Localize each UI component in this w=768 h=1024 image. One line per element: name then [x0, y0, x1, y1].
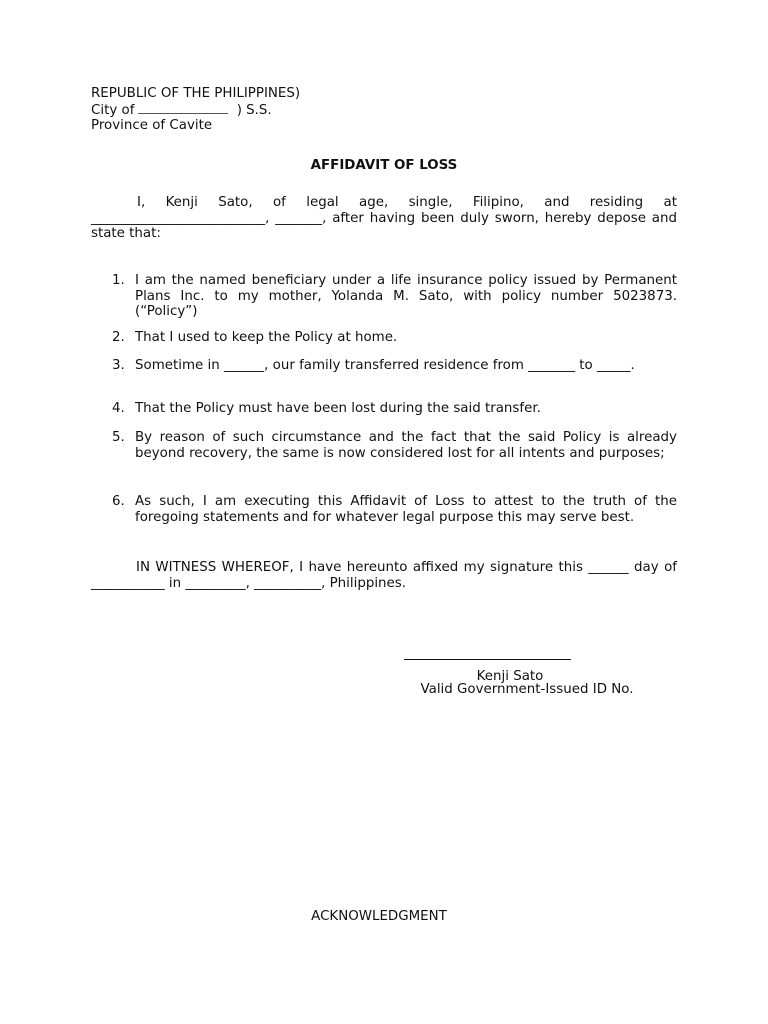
list-item-text: I am the named beneficiary under a life insurance policy issued by Permanent Plans Inc. to my mother, Yolanda M. Sato, with policy number 5023873. (“Policy”): [135, 273, 677, 319]
list-item-number: 1.: [112, 273, 125, 288]
city-blank: [138, 102, 228, 114]
list-item-number: 2.: [112, 330, 125, 345]
intro-paragraph: I, Kenji Sato, of legal age, single, Filipino, and residing at __________________________, _______, after having been duly sworn, hereby depose and state that:: [91, 195, 677, 241]
venue-city-label: City of: [91, 102, 135, 118]
list-item-text: As such, I am executing this Affidavit of Loss to attest to the truth of the foregoing statements and for whatever legal purpose this may serve best.: [135, 494, 677, 525]
venue-city-line: [91, 102, 451, 119]
signature-line: [404, 659, 571, 660]
witness-paragraph: IN WITNESS WHEREOF, I have hereunto affixed my signature this ______ day of ___________ in _________, __________, Philippines.: [91, 560, 677, 591]
list-item: [112, 430, 677, 461]
list-item-text: That the Policy must have been lost during the said transfer.: [135, 401, 541, 416]
list-item: [112, 401, 677, 417]
list-item: [112, 358, 677, 374]
list-item-text: Sometime in ______, our family transferred residence from _______ to _____.: [135, 358, 635, 373]
venue-province: Province of Cavite: [91, 118, 213, 133]
list-item: [112, 494, 677, 525]
list-item: [112, 330, 677, 346]
venue-republic: REPUBLIC OF THE PHILIPPINES): [91, 86, 301, 101]
list-item: [112, 273, 677, 320]
list-item-number: 3.: [112, 358, 125, 373]
list-item-number: 6.: [112, 494, 125, 509]
list-item-text: By reason of such circumstance and the fact that the said Policy is already beyond recovery, the same is now considered lost for all intents and purposes;: [135, 430, 677, 461]
venue-ss: ) S.S.: [236, 102, 272, 118]
acknowledgment-heading: ACKNOWLEDGMENT: [311, 909, 447, 924]
signatory-name: Kenji Sato: [476, 669, 544, 684]
document-title: AFFIDAVIT OF LOSS: [310, 158, 458, 173]
list-item-number: 5.: [112, 430, 125, 445]
list-item-text: That I used to keep the Policy at home.: [135, 330, 398, 345]
venue-block: [91, 86, 451, 134]
list-item-number: 4.: [112, 401, 125, 416]
signatory-id-label: Valid Government-Issued ID No.: [420, 682, 634, 697]
